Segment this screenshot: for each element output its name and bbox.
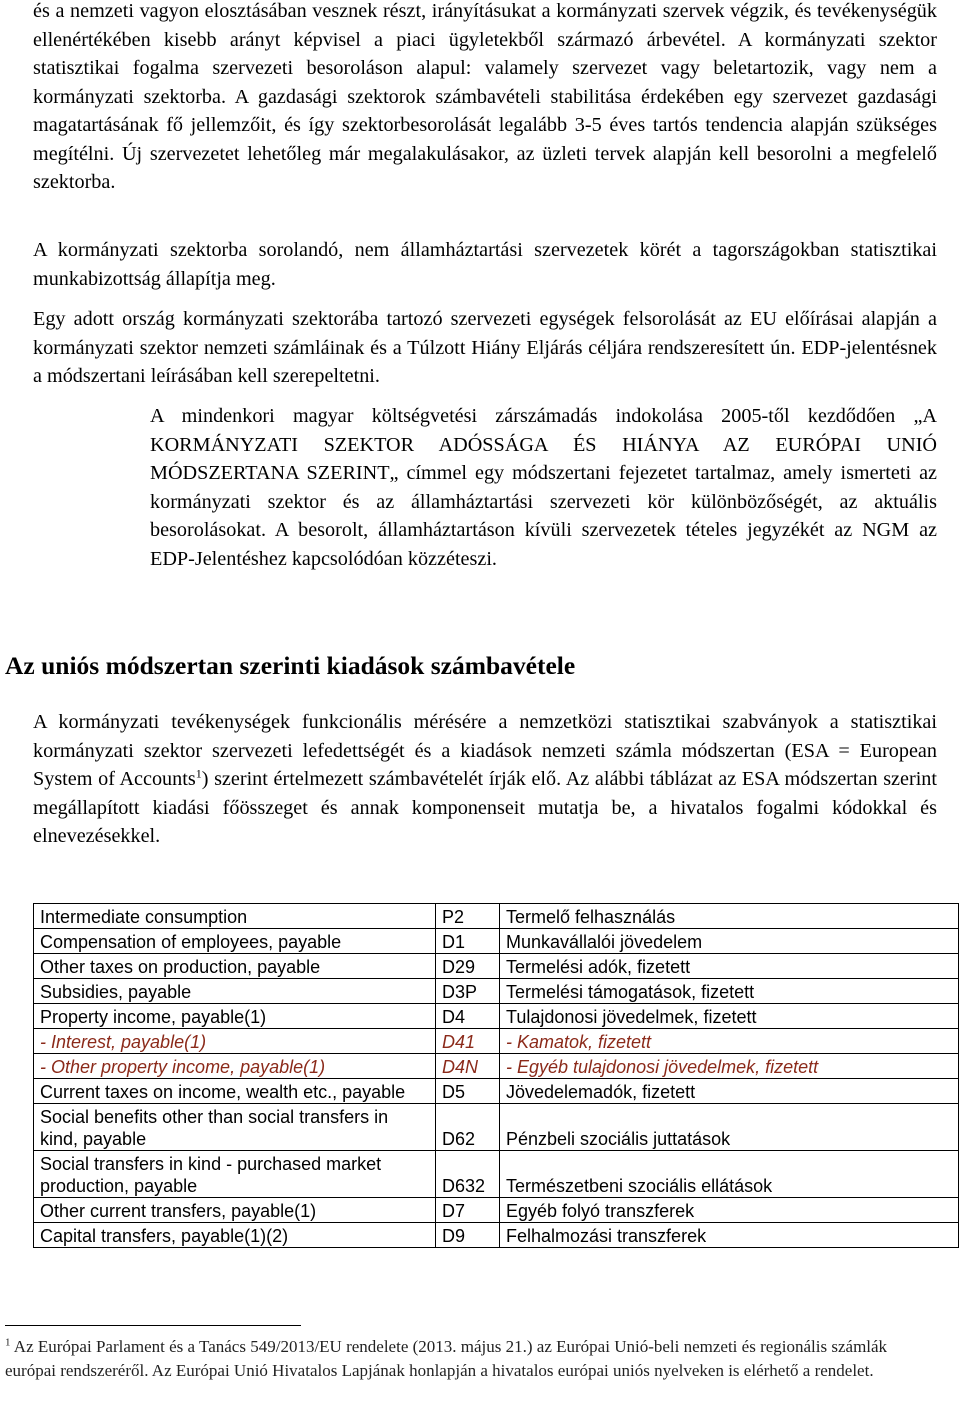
cell-esa-code: D3P xyxy=(436,979,500,1004)
cell-hungarian-name: Pénzbeli szociális juttatások xyxy=(500,1104,959,1151)
table-row xyxy=(34,904,959,929)
cell-hungarian-name: Természetbeni szociális ellátások xyxy=(500,1151,959,1198)
cell-english-name: Compensation of employees, payable xyxy=(34,929,436,954)
table-row xyxy=(34,1004,959,1029)
table-row xyxy=(34,1223,959,1248)
cell-hungarian-name: Tulajdonosi jövedelmek, fizetett xyxy=(500,1004,959,1029)
cell-english-name: Current taxes on income, wealth etc., payable xyxy=(34,1079,436,1104)
paragraph-edp-report: Egy adott ország kormányzati szektorába tartozó szervezeti egységek felsorolását az EU előírásai alapján a kormányzati szektor nemzeti számláinak és a Túlzott Hiány Eljárás céljára rendszeresített ún. EDP-jelentésnek a módszertani leírásában kell szerepeltetni. xyxy=(33,308,937,387)
cell-esa-code: D5 xyxy=(436,1079,500,1104)
footnote xyxy=(5,1335,935,1383)
cell-english-name: Property income, payable(1) xyxy=(34,1004,436,1029)
cell-hungarian-name: Munkavállalói jövedelem xyxy=(500,929,959,954)
table-row xyxy=(34,1104,959,1151)
footnote-mark: 1 xyxy=(5,1336,11,1349)
cell-hungarian-name: Jövedelemadók, fizetett xyxy=(500,1079,959,1104)
cell-hungarian-name: - Kamatok, fizetett xyxy=(500,1029,959,1054)
cell-esa-code: D632 xyxy=(436,1151,500,1198)
section-heading: Az uniós módszertan szerinti kiadások számbavétele xyxy=(5,651,576,680)
cell-english-name: Social benefits other than social transfers in kind, payable xyxy=(34,1104,436,1151)
cell-english-name: Capital transfers, payable(1)(2) xyxy=(34,1223,436,1248)
cell-esa-code: D4 xyxy=(436,1004,500,1029)
table-row xyxy=(34,929,959,954)
cell-english-name: Other taxes on production, payable xyxy=(34,954,436,979)
table-row xyxy=(34,954,959,979)
table-row xyxy=(34,1029,959,1054)
cell-esa-code: D4N xyxy=(436,1054,500,1079)
cell-hungarian-name: Termelési adók, fizetett xyxy=(500,954,959,979)
cell-esa-code: D1 xyxy=(436,929,500,954)
paragraph-closing-accounts: A mindenkori magyar költségvetési zárszámadás indokolása 2005-től kezdődően „A KORMÁNYZATI SZEKTOR ADÓSSÁGA ÉS HIÁNYA AZ EURÓPAI UNIÓ MÓDSZERTANA SZERINT„ címmel egy módszertani fejezetet tartalmaz, amely ismerteti az kormányzati szektor és az államháztartási szervezeti kör különbözőségét, az aktuális besorolásokat. A besorolt, államháztartáson kívüli szervezetek tételes jegyzékét az NGM az EDP-Jelentéshez kapcsolódóan közzéteszi. xyxy=(150,405,937,570)
paragraph-esa-method xyxy=(33,708,937,851)
paragraph-working-committee: A kormányzati szektorba sorolandó, nem államháztartási szervezetek körét a tagországokban statisztikai munkabizottság állapítja meg. xyxy=(33,239,937,290)
cell-esa-code: D62 xyxy=(436,1104,500,1151)
cell-english-name: - Interest, payable(1) xyxy=(34,1029,436,1054)
cell-hungarian-name: Egyéb folyó transzferek xyxy=(500,1198,959,1223)
footnote-divider xyxy=(5,1325,301,1326)
cell-english-name: Social transfers in kind - purchased market production, payable xyxy=(34,1151,436,1198)
esa-expenditure-table xyxy=(33,903,959,1248)
table-row xyxy=(34,1198,959,1223)
footnote-text: Az Európai Parlament és a Tanács 549/2013/EU rendelete (2013. május 21.) az Európai Unió-beli nemzeti és regionális számlák európai rendszeréről. Az Európai Unió Hivatalos Lapjának honlapján a hivatalos európai uniós nyelveken is elérhető a rendelet. xyxy=(5,1337,888,1380)
cell-english-name: Other current transfers, payable(1) xyxy=(34,1198,436,1223)
cell-hungarian-name: Termelési támogatások, fizetett xyxy=(500,979,959,1004)
table-row xyxy=(34,979,959,1004)
cell-esa-code: D29 xyxy=(436,954,500,979)
table-row xyxy=(34,1054,959,1079)
cell-english-name: Intermediate consumption xyxy=(34,904,436,929)
table-row xyxy=(34,1079,959,1104)
cell-esa-code: P2 xyxy=(436,904,500,929)
esa-table-body xyxy=(34,904,959,1248)
paragraph-esa-text-before: A kormányzati tevékenységek funkcionális mérésére a nemzetközi statisztikai szabványok a statisztikai kormányzati szektor szervezeti lefedettségét és a kiadások nemzeti számla módszertan (ESA = European System of Accounts xyxy=(33,711,937,790)
cell-english-name: Subsidies, payable xyxy=(34,979,436,1004)
cell-hungarian-name: Felhalmozási transzferek xyxy=(500,1223,959,1248)
paragraph-sector-definition: és a nemzeti vagyon elosztásában vesznek részt, irányításukat a kormányzati szervek végzik, és tevékenységük ellenértékében kisebb arányt képvisel a piaci ügyletekből származó árbevétel. A kormányzati szektor statisztikai fogalma szervezeti besoroláson alapul: valamely szervezet vagy beletartozik, vagy nem a kormányzati szektorba. A gazdasági szektorok számbavételi stabilitása érdekében egy szervezet gazdasági magatartásának fő jellemzőit, és így szektorbesorolását legalább 3-5 éves tartós tendencia alapján szükséges megítélni. Új szervezetet lehetőleg már megalakulásakor, az üzleti tervek alapján kell besorolni a megfelelő szektorba. xyxy=(33,0,937,193)
paragraph-esa-text-after: ) szerint értelmezett számbavételét írják elő. Az alábbi táblázat az ESA módszertan szerint megállapított kiadási főösszeget és annak komponenseit mutatja be, a hivatalos fogalmi kódokkal és elnevezésekkel. xyxy=(33,768,938,847)
cell-english-name: - Other property income, payable(1) xyxy=(34,1054,436,1079)
cell-hungarian-name: Termelő felhasználás xyxy=(500,904,959,929)
cell-hungarian-name: - Egyéb tulajdonosi jövedelmek, fizetett xyxy=(500,1054,959,1079)
table-row xyxy=(34,1151,959,1198)
cell-esa-code: D41 xyxy=(436,1029,500,1054)
footnote-reference[interactable]: 1 xyxy=(195,766,202,781)
cell-esa-code: D7 xyxy=(436,1198,500,1223)
cell-esa-code: D9 xyxy=(436,1223,500,1248)
